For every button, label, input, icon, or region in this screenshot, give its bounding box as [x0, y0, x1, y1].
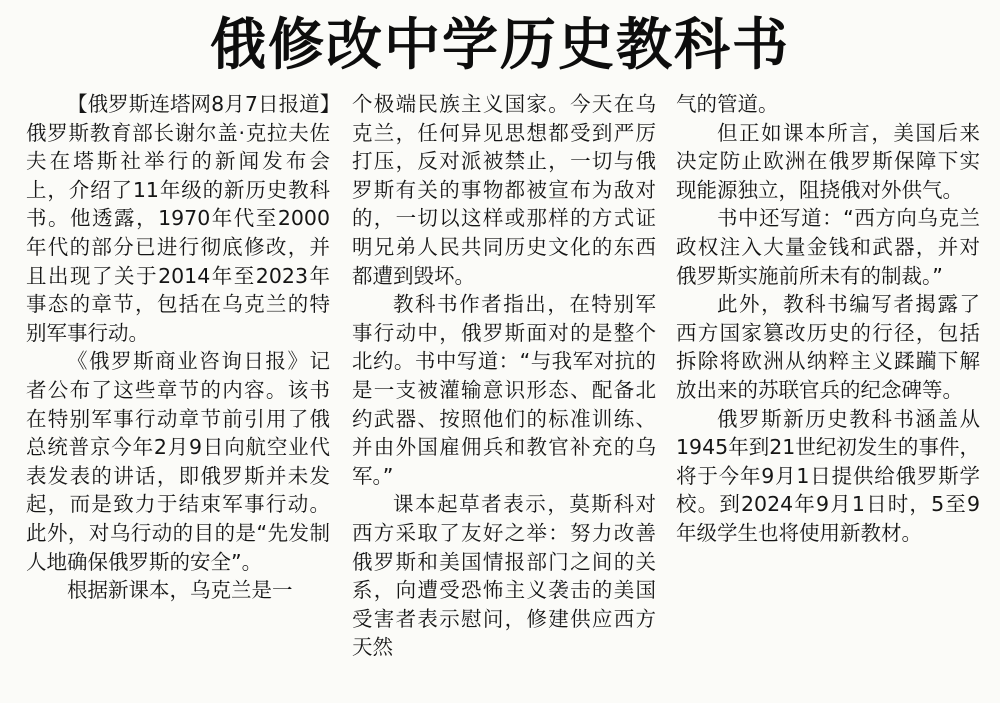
paragraph: 根据新课本，乌克兰是一	[67, 578, 293, 603]
paragraph: 书中还写道：“西方向乌克兰政权注入大量金钱和武器，并对俄罗斯实施前所未有的制裁。”	[676, 206, 980, 288]
article-column-1	[26, 90, 330, 690]
article-column-3	[676, 90, 980, 690]
paragraph: 气的管道。	[676, 92, 779, 116]
headline: 俄修改中学历史教科书	[210, 13, 790, 78]
paragraph: 个极端民族主义国家。今天在乌克兰，任何异见思想都受到严厉打压，反对派被禁止，一切与俄罗斯有关的事物都被宣布为敌对的，一切以这样或那样的方式证明兄弟人民共同历史文化的东西都遭到毁坏。	[352, 92, 656, 288]
paragraph: 课本起草者表示，莫斯科对西方采取了友好之举：努力改善俄罗斯和美国情报部门之间的关系，向遭受恐怖主义袭击的美国受害者表示慰问，修建供应西方天然	[352, 492, 656, 660]
paragraph: 此外，教科书编写者揭露了西方国家篡改历史的行径，包括拆除将欧洲从纳粹主义蹂躏下解放出来的苏联官兵的纪念碑等。	[676, 292, 980, 402]
article-column-2	[352, 90, 656, 690]
paragraph: 俄罗斯新历史教科书涵盖从1945年到21世纪初发生的事件，将于今年9月1日提供给俄罗斯学校。到2024年9月1日时，5至9年级学生也将使用新教材。	[676, 406, 980, 545]
paragraph: 【俄罗斯连塔网8月7日报道】俄罗斯教育部长谢尔盖·克拉夫佐夫在塔斯社举行的新闻发布会上，介绍了11年级的新历史教科书。他透露，1970年代至2000年代的部分已进行彻底修改，并且出现了关于2014年至2023年事态的章节，包括在乌克兰的特别军事行动。	[26, 92, 330, 345]
paragraph: 《俄罗斯商业咨询日报》记者公布了这些章节的内容。该书在特别军事行动章节前引用了俄总统普京今年2月9日向航空业代表发表的讲话，即俄罗斯并未发起，而是致力于结束军事行动。此外，对乌行动的目的是“先发制人地确保俄罗斯的安全”。	[26, 349, 330, 574]
paragraph: 但正如课本所言，美国后来决定防止欧洲在俄罗斯保障下实现能源独立，阻挠俄对外供气。	[676, 120, 980, 202]
paragraph: 教科书作者指出，在特别军事行动中，俄罗斯面对的是整个北约。书中写道：“与我军对抗的是一支被灌输意识形态、配备北约武器、按照他们的标准训练、并由外国雇佣兵和教官补充的乌军。”	[352, 292, 656, 488]
